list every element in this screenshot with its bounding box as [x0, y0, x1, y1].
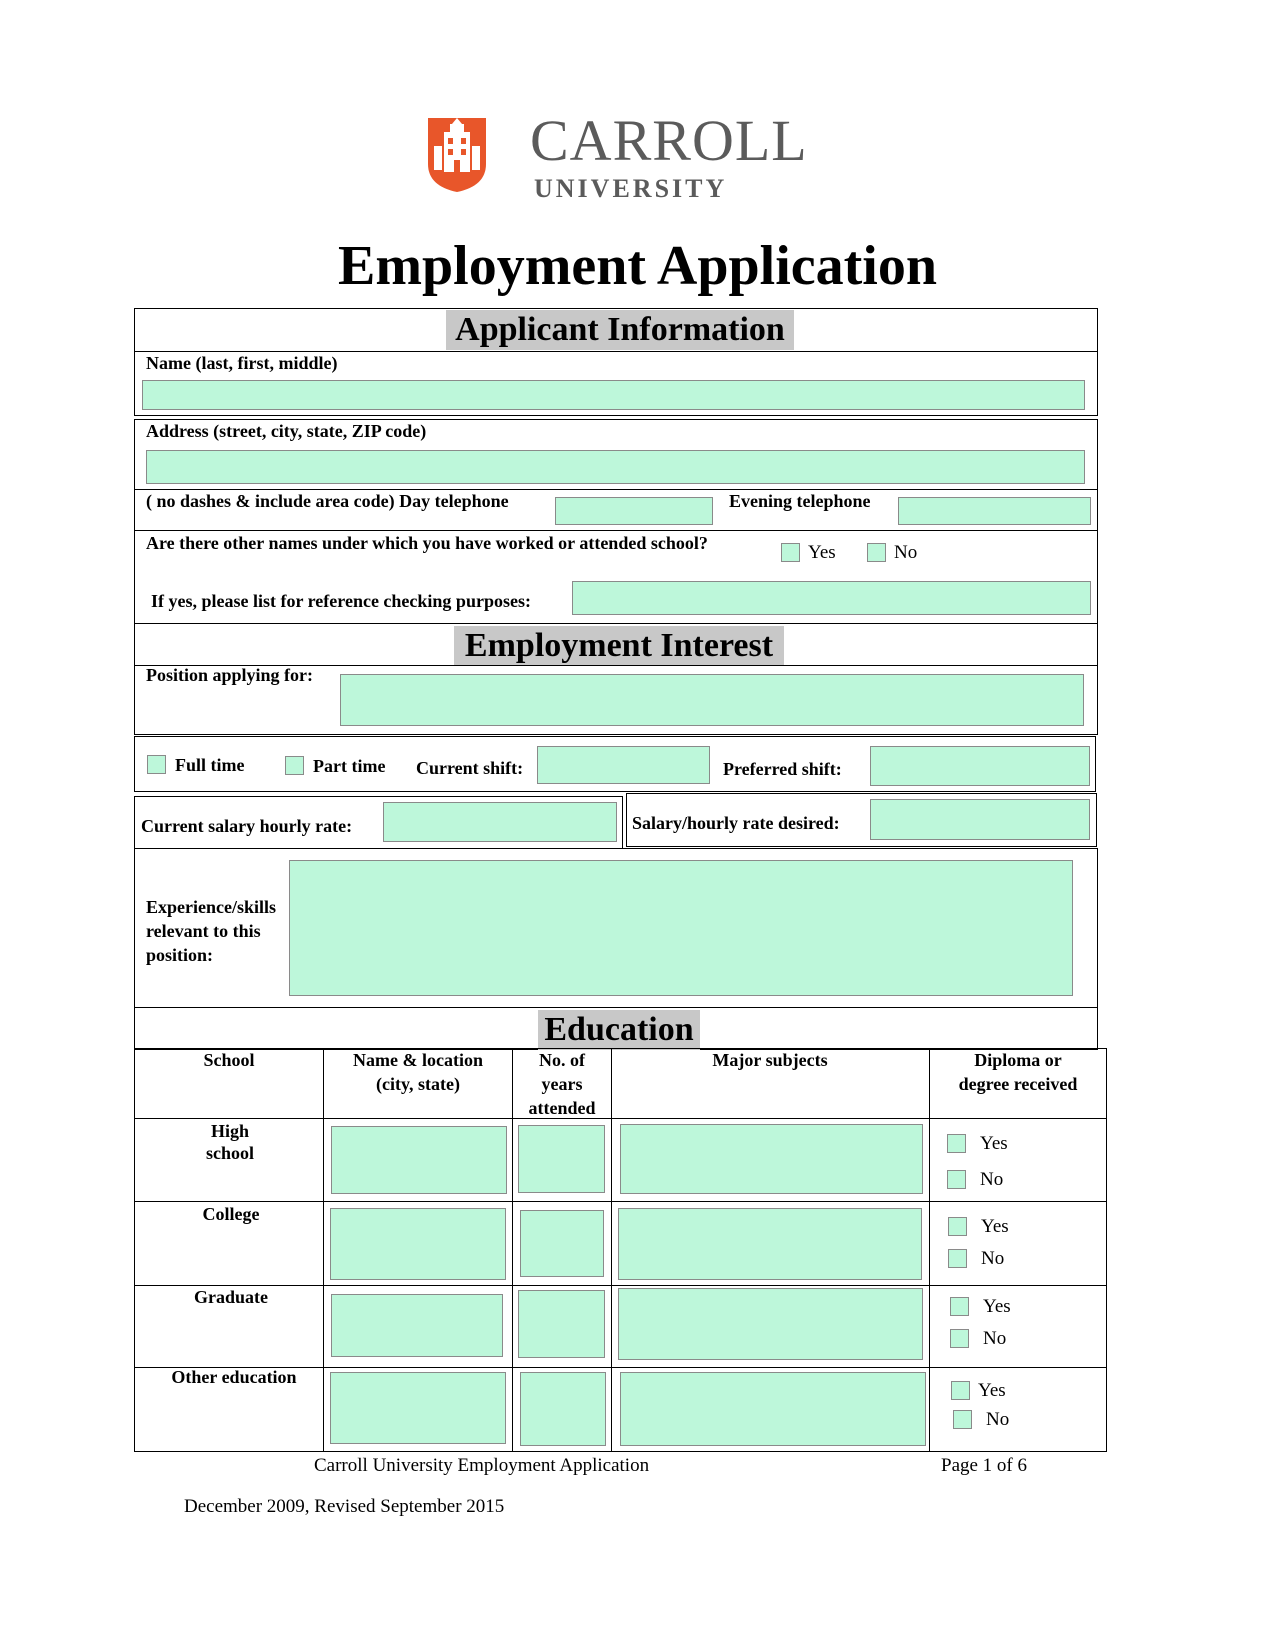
- col-divider-4: [929, 1048, 930, 1452]
- other-education-years-input[interactable]: [520, 1372, 606, 1446]
- other-names-yes-label: Yes: [808, 542, 836, 563]
- college-yes-checkbox[interactable]: [948, 1217, 967, 1236]
- other-education-major-input[interactable]: [620, 1372, 926, 1446]
- name-input[interactable]: [142, 380, 1085, 410]
- interest-heading: Employment Interest: [454, 626, 784, 666]
- col-diploma-header-line1: Diploma or: [974, 1050, 1062, 1070]
- other-names-no-checkbox[interactable]: [867, 543, 886, 562]
- row-high-school-label-line1: High: [210, 1121, 249, 1141]
- row-other-education-label: Other education: [171, 1367, 297, 1387]
- graduate-no-label: No: [983, 1328, 1007, 1349]
- other-names-input[interactable]: [572, 581, 1091, 615]
- high-school-name-input[interactable]: [331, 1126, 507, 1194]
- high-school-years-input[interactable]: [518, 1125, 605, 1193]
- college-years-input[interactable]: [520, 1210, 604, 1277]
- other-education-name-input[interactable]: [330, 1372, 506, 1444]
- position-input[interactable]: [340, 674, 1084, 726]
- page-title: Employment Application: [338, 235, 937, 297]
- other-names-no-label: No: [894, 542, 918, 563]
- high-school-no-label: No: [980, 1169, 1004, 1190]
- col-school-header: School: [203, 1050, 255, 1070]
- part-time-label: Part time: [313, 756, 386, 776]
- college-yes-label: Yes: [981, 1216, 1009, 1237]
- other-names-list-label: If yes, please list for reference checking purposes:: [151, 591, 531, 611]
- col-major-header: Major subjects: [712, 1050, 828, 1070]
- graduate-yes-label: Yes: [983, 1296, 1011, 1317]
- part-time-checkbox[interactable]: [285, 756, 304, 775]
- col-name-header-line2: (city, state): [376, 1074, 460, 1094]
- graduate-years-input[interactable]: [518, 1290, 605, 1358]
- education-heading: Education: [538, 1010, 700, 1050]
- row-college-label: College: [202, 1204, 260, 1224]
- evening-phone-label: Evening telephone: [729, 491, 871, 511]
- carroll-logo-icon: [426, 116, 488, 194]
- col-years-header-line1: No. of: [539, 1050, 585, 1070]
- experience-textarea[interactable]: [289, 860, 1073, 996]
- graduate-no-checkbox[interactable]: [950, 1329, 969, 1348]
- footer-page-number: Page 1 of 6: [941, 1455, 1028, 1476]
- graduate-yes-checkbox[interactable]: [950, 1297, 969, 1316]
- college-name-input[interactable]: [330, 1208, 506, 1280]
- row-graduate-label: Graduate: [194, 1287, 268, 1307]
- day-phone-input[interactable]: [555, 497, 713, 525]
- name-label: Name (last, first, middle): [146, 353, 338, 373]
- other-education-yes-label: Yes: [978, 1380, 1006, 1401]
- col-years-header-line2: years: [541, 1074, 583, 1094]
- footer-date: December 2009, Revised September 2015: [184, 1496, 505, 1517]
- row-high-school-label-line2: school: [205, 1143, 254, 1163]
- col-diploma-header-line2: degree received: [958, 1074, 1078, 1094]
- experience-label-line2: relevant to this: [146, 921, 261, 941]
- other-education-no-checkbox[interactable]: [953, 1410, 972, 1429]
- col-name-header-line1: Name & location: [353, 1050, 483, 1070]
- other-education-yes-checkbox[interactable]: [951, 1381, 970, 1400]
- preferred-shift-label: Preferred shift:: [723, 759, 842, 779]
- college-no-checkbox[interactable]: [948, 1249, 967, 1268]
- salary-desired-input[interactable]: [870, 799, 1090, 840]
- high-school-yes-checkbox[interactable]: [947, 1134, 966, 1153]
- address-label: Address (street, city, state, ZIP code): [146, 421, 427, 441]
- high-school-no-checkbox[interactable]: [947, 1170, 966, 1189]
- other-names-yes-checkbox[interactable]: [781, 543, 800, 562]
- full-time-checkbox[interactable]: [147, 755, 166, 774]
- current-salary-label: Current salary hourly rate:: [141, 816, 353, 836]
- other-education-no-label: No: [986, 1409, 1010, 1430]
- evening-phone-input[interactable]: [898, 497, 1091, 525]
- high-school-yes-label: Yes: [980, 1133, 1008, 1154]
- experience-label-line1: Experience/skills: [146, 897, 276, 917]
- salary-desired-label: Salary/hourly rate desired:: [632, 813, 840, 833]
- high-school-major-input[interactable]: [620, 1124, 923, 1194]
- graduate-major-input[interactable]: [618, 1288, 923, 1360]
- footer-left: Carroll University Employment Application: [314, 1455, 650, 1476]
- col-years-header-line3: attended: [528, 1098, 596, 1118]
- current-shift-label: Current shift:: [416, 758, 524, 778]
- graduate-name-input[interactable]: [331, 1294, 503, 1357]
- college-no-label: No: [981, 1248, 1005, 1269]
- full-time-label: Full time: [175, 755, 245, 775]
- position-label: Position applying for:: [146, 665, 314, 685]
- logo-subtitle: UNIVERSITY: [534, 174, 728, 203]
- col-divider-1: [323, 1048, 324, 1452]
- applicant-heading: Applicant Information: [446, 310, 794, 350]
- preferred-shift-input[interactable]: [870, 746, 1090, 786]
- current-salary-input[interactable]: [383, 802, 617, 842]
- experience-label-line3: position:: [146, 945, 214, 965]
- current-shift-input[interactable]: [537, 746, 710, 784]
- logo-wordmark: CARROLL: [530, 108, 808, 173]
- day-phone-label: ( no dashes & include area code) Day telephone: [146, 491, 509, 511]
- college-major-input[interactable]: [618, 1208, 922, 1280]
- address-input[interactable]: [146, 450, 1085, 484]
- other-names-question: Are there other names under which you have worked or attended school?: [146, 533, 708, 553]
